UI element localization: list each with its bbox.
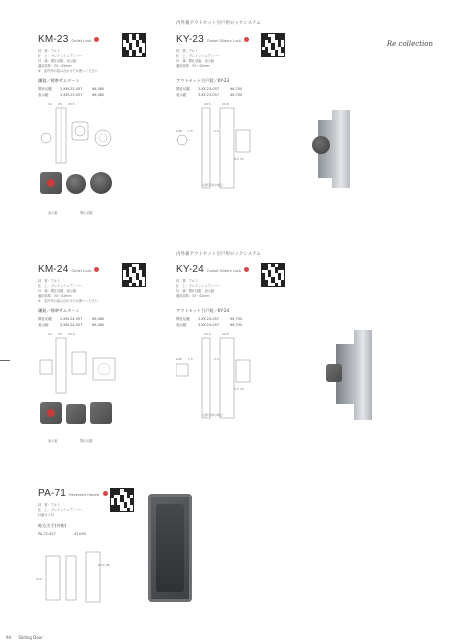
svg-text:25.5: 25.5	[68, 332, 75, 336]
new-badge-icon	[103, 491, 108, 496]
pa71-price-row: PA-71-057 42×90	[38, 532, 86, 536]
indicator-red-icon	[47, 179, 55, 187]
svg-text:ø48: ø48	[176, 129, 182, 133]
svg-text:6.5 76: 6.5 76	[234, 157, 244, 161]
svg-text:ø48: ø48	[176, 357, 182, 361]
ky23-spec: 材 質：アルミ 仕 上：グレイッシュアンバー 付 属：間仕切錠、表示錠 適用扉厚：33〜42mm	[176, 49, 220, 68]
ky23-product-photo	[312, 110, 352, 188]
ky24-header: 内外兼アウトセット引戸用ロックシステム	[176, 252, 261, 257]
km23-drawing	[38, 100, 118, 166]
page-footer	[6, 635, 43, 640]
ky23-price-table: 間仕切錠 2-KY-23-057 ¥6,700 表示錠 3-KY-23-057 ¥6,700	[176, 87, 243, 97]
ky23-title: KY-23 Outset Sliders Lock	[176, 34, 249, 45]
ky23-block	[176, 34, 249, 98]
svg-text:1.5: 1.5	[188, 129, 193, 133]
margin-mark	[0, 360, 10, 361]
km24-qr-code[interactable]	[122, 263, 146, 287]
svg-text:1.5: 1.5	[188, 357, 193, 361]
km24-caption-2: 間仕切錠	[80, 439, 93, 443]
new-badge-icon	[94, 267, 99, 272]
indicator-red-icon	[47, 409, 55, 417]
svg-text:6.5 76: 6.5 76	[234, 387, 244, 391]
svg-text:25: 25	[58, 332, 62, 336]
brand-logo: Re collection	[386, 40, 433, 48]
svg-text:14: 14	[48, 102, 52, 106]
svg-text:29.5: 29.5	[204, 102, 211, 106]
pa71-spec: 材 質：アルミ 仕 上：グレイッシュアンバー 付属ネジ付	[38, 503, 82, 517]
ky24-title: KY-24 Outset Sliders Lock	[176, 264, 249, 275]
km24-block	[38, 264, 104, 328]
ky23-header: 内外兼アウトセット引戸用ロックシステム	[176, 21, 261, 26]
ky23-drawing	[176, 100, 266, 192]
ky24-spec: 材 質：アルミ 仕 上：グレイッシュアンバー 付 属：間仕切錠、表示錠 適用扉厚：33〜42mm	[176, 279, 220, 298]
km23-block	[38, 34, 104, 98]
km24-drawing	[38, 330, 118, 396]
new-badge-icon	[94, 37, 99, 42]
svg-text:29.5: 29.5	[204, 332, 211, 336]
km23-caption-1: 表示錠	[48, 211, 58, 215]
km23-subtitle: 鎌錠／標準サムターン	[38, 78, 80, 83]
ky24-subtitle: アウトセット引戸錠／KY-24	[176, 308, 230, 313]
km24-subtitle: 鎌錠／標準サムターン	[38, 308, 80, 313]
pa71-product-photo	[148, 494, 192, 602]
pa71-subtitle: 彫込引手(外彫)	[38, 523, 67, 528]
km24-photo-thumbturn	[66, 404, 86, 424]
new-badge-icon	[244, 267, 249, 272]
svg-text:左勝手扉の場合: 左勝手扉の場合	[202, 413, 224, 417]
pa71-qr-code[interactable]	[110, 488, 134, 512]
km23-qr-code[interactable]	[122, 33, 146, 57]
km23-price-table: 間仕切錠 2-KM-23-057 ¥6,080 表示錠 3-KM-23-057 ¥6,080	[38, 87, 105, 97]
km23-caption-2: 間仕切錠	[80, 211, 93, 215]
pa71-block	[38, 488, 108, 537]
ky24-qr-code[interactable]	[261, 263, 285, 287]
footer-title: Sliding Door	[18, 635, 43, 640]
svg-text:20.8: 20.8	[222, 332, 229, 336]
page-number: 94	[6, 635, 12, 640]
pa71-title: PA-71 Recessed Handle	[38, 488, 108, 499]
svg-text:25.5: 25.5	[68, 102, 75, 106]
svg-text:ø4.5 (B): ø4.5 (B)	[98, 563, 110, 567]
svg-text:2.5: 2.5	[214, 129, 219, 133]
km23-photo-thumbturn	[66, 174, 86, 194]
ky23-subtitle: アウトセット引戸錠／KY-23	[176, 78, 230, 83]
ky24-product-photo	[326, 330, 376, 420]
ky24-price-table: 間仕切錠 2-KY-24-057 ¥6,700 表示錠 3-KY-24-057 ¥6,700	[176, 317, 243, 327]
km24-photo-key	[90, 402, 112, 424]
svg-text:20.8: 20.8	[222, 102, 229, 106]
km24-spec: 材 質：アルミ 仕 上：グレイッシュアンバー 付 属：間仕切錠、表示錠 適用扉厚：30〜42mm ※ 室内外の組み合わせでお使いください	[38, 279, 99, 303]
ky24-drawing	[176, 330, 266, 422]
km23-photo-key	[90, 172, 112, 194]
new-badge-icon	[244, 37, 249, 42]
svg-text:14: 14	[48, 332, 52, 336]
km24-title: KM-24 Outlet Lock	[38, 264, 104, 275]
svg-text:110: 110	[36, 577, 42, 581]
km24-price-table: 間仕切錠 2-KM-24-057 ¥6,080 表示錠 3-KM-24-057 ¥6,080	[38, 317, 105, 327]
ky23-qr-code[interactable]	[261, 33, 285, 57]
km23-title: KM-23 Outlet Lock	[38, 34, 104, 45]
ky24-block	[176, 264, 249, 328]
svg-text:左勝手扉の場合: 左勝手扉の場合	[202, 183, 224, 187]
km23-spec: 材 質：アルミ 仕 上：グレイッシュアンバー 付 属：間仕切錠、表示錠 適用扉厚：30〜42mm ※ 室内外の組み合わせでお使いください	[38, 49, 99, 73]
pa71-drawing	[36, 546, 116, 606]
km24-caption-1: 表示錠	[48, 439, 58, 443]
svg-text:2.5: 2.5	[214, 357, 219, 361]
svg-text:25: 25	[58, 102, 62, 106]
